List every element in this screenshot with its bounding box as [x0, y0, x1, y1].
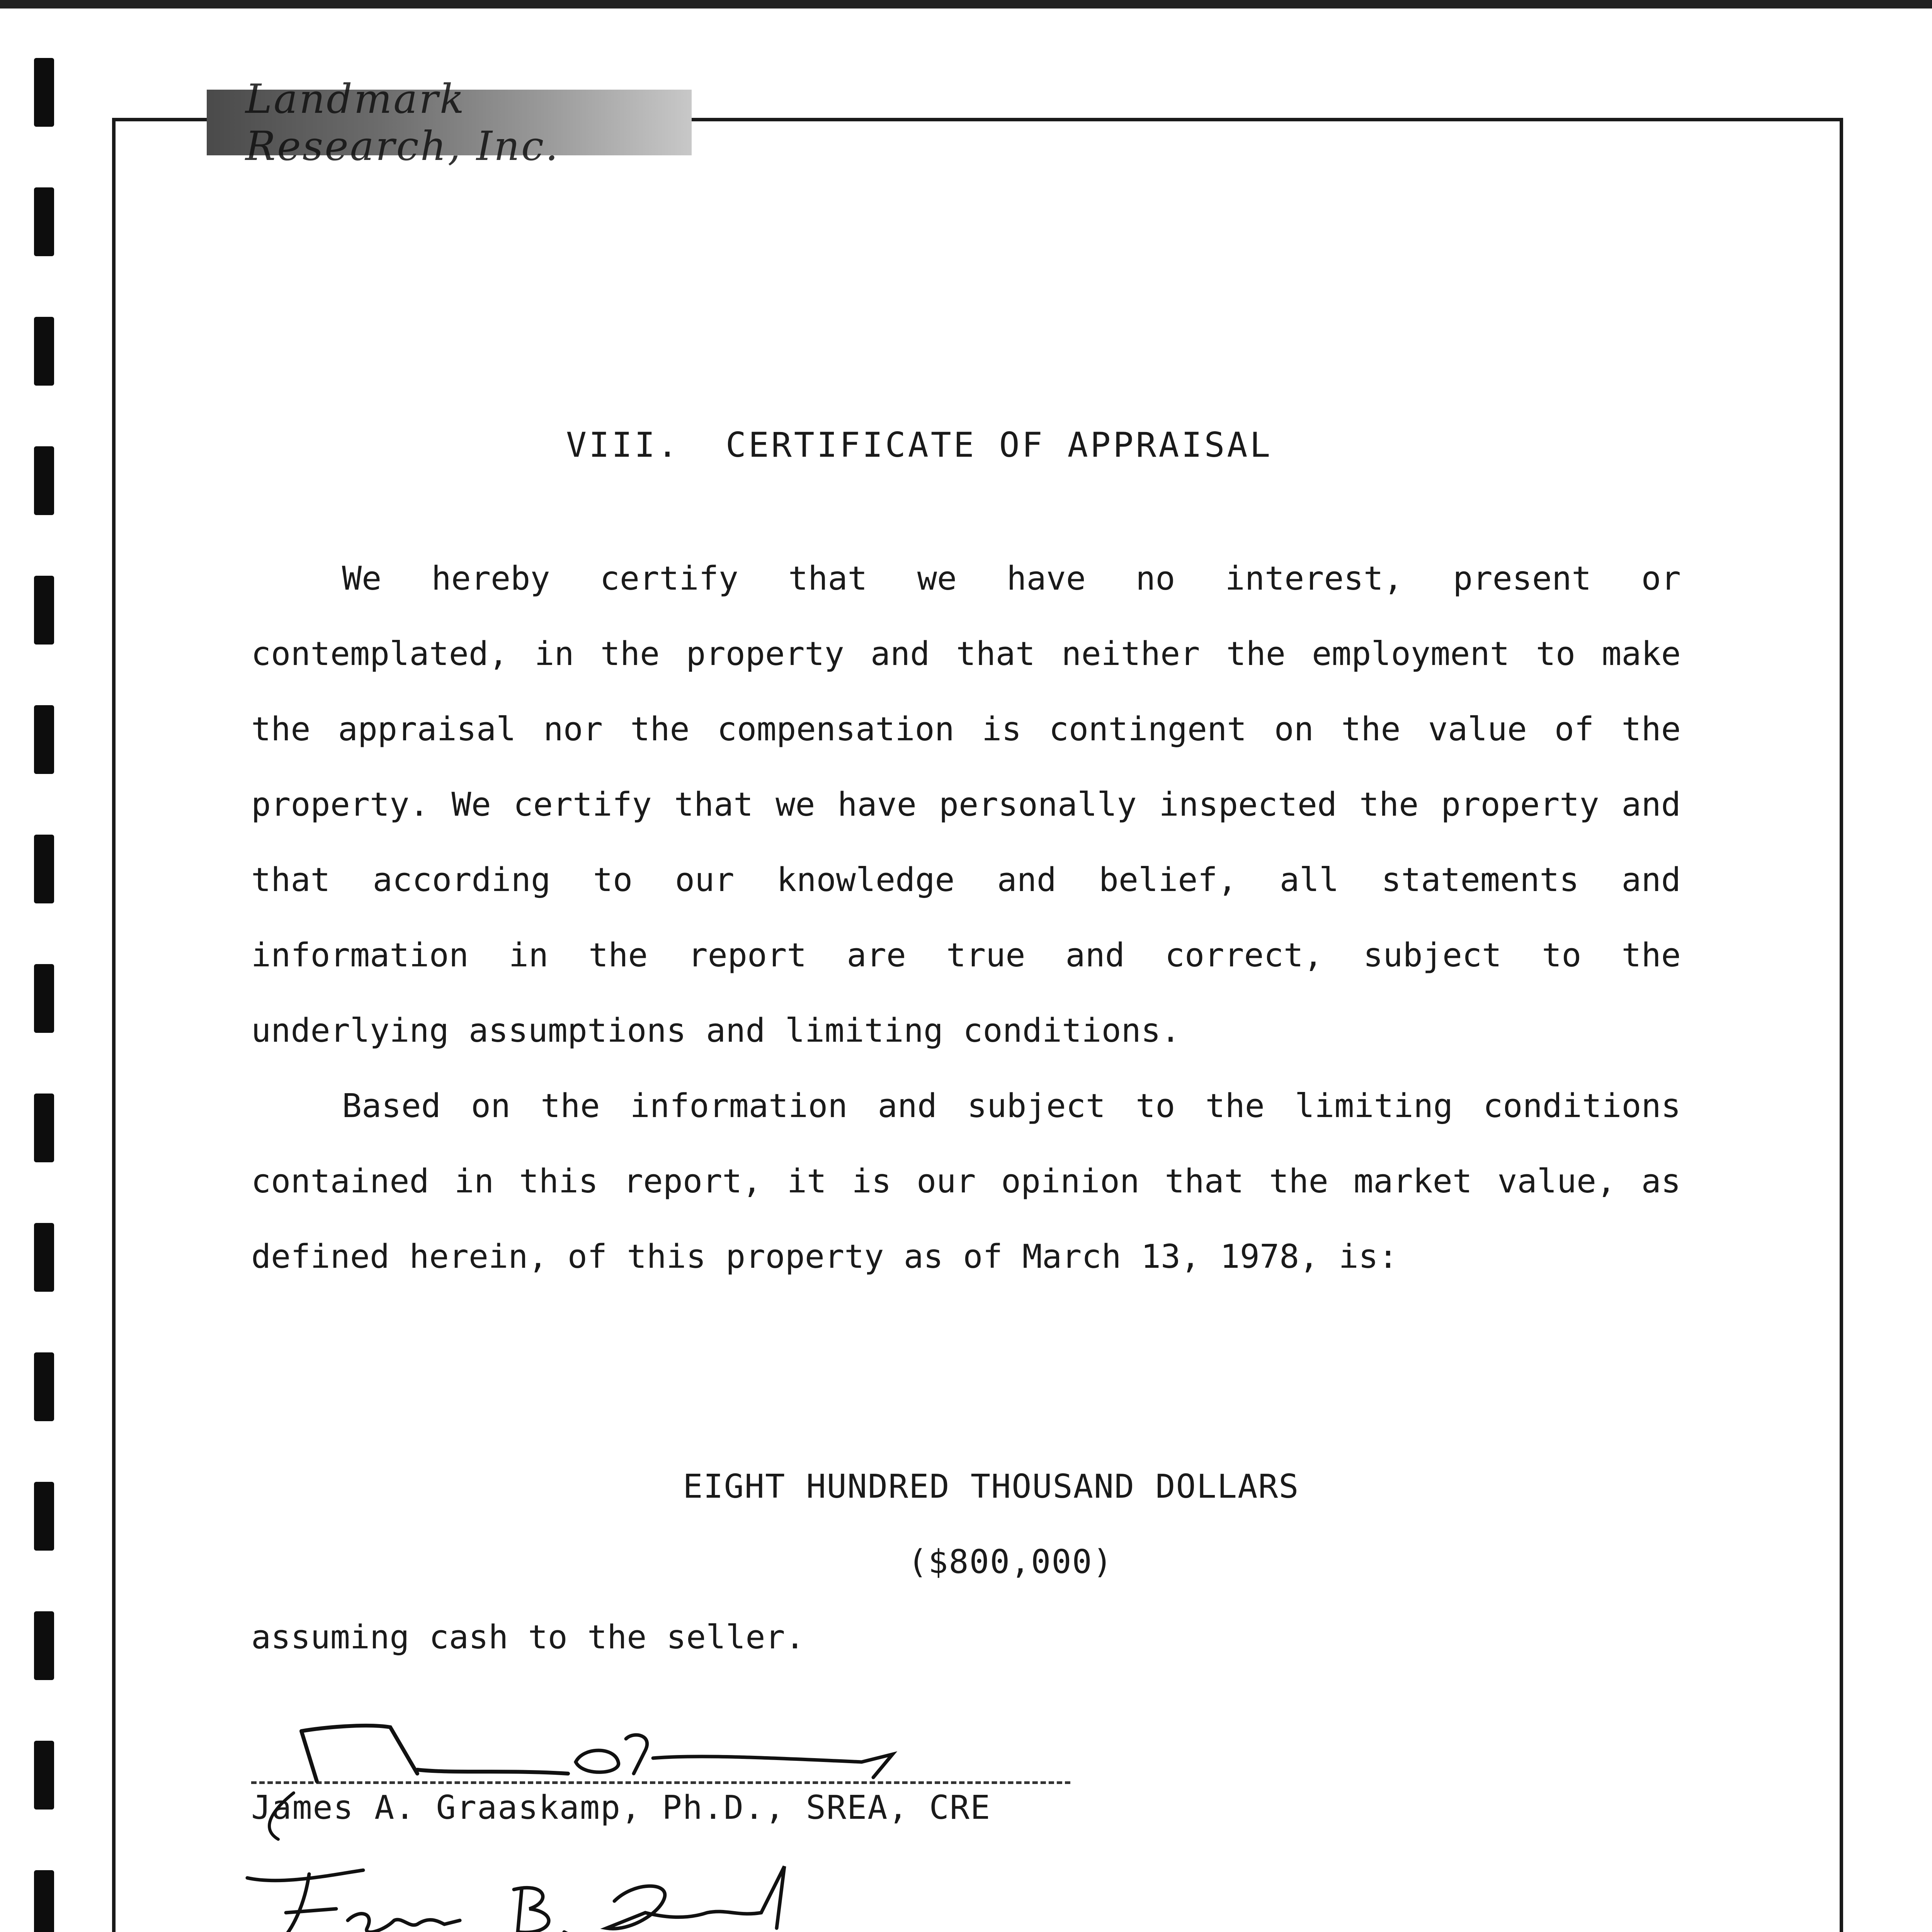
binding-hole — [34, 1870, 54, 1932]
handwritten-signature-gurd — [236, 1859, 1086, 1932]
binding-hole — [34, 1094, 54, 1162]
appraised-value-words: EIGHT HUNDRED THOUSAND DOLLARS — [683, 1468, 1299, 1506]
binding-holes — [34, 58, 57, 1932]
appraised-value-figure: ($800,000) — [908, 1543, 1113, 1581]
section-heading: VIII. CERTIFICATE OF APPRAISAL — [566, 425, 1273, 465]
signature-block-gurd — [251, 1886, 1070, 1932]
handwritten-signature-graaskamp — [236, 1716, 1086, 1839]
company-logo-text: Landmark Research, Inc. — [245, 75, 560, 170]
binding-hole — [34, 58, 54, 127]
binding-hole — [34, 576, 54, 645]
signer-caption-graaskamp: James A. Graaskamp, Ph.D., SREA, CRE — [251, 1789, 991, 1827]
binding-hole — [34, 317, 54, 386]
appraised-value-block — [251, 1449, 1681, 1675]
binding-hole — [34, 187, 54, 256]
signature-line — [251, 1731, 1070, 1784]
value-condition-note: assuming cash to the seller. — [251, 1618, 805, 1656]
binding-hole — [34, 446, 54, 515]
binding-hole — [34, 964, 54, 1033]
binding-hole — [34, 1741, 54, 1810]
binding-hole — [34, 705, 54, 774]
binding-hole — [34, 1611, 54, 1680]
certification-text — [251, 541, 1681, 1294]
certification-paragraph: We hereby certify that we have no interest, present or contemplated, in the property and that neither the employment to make the appraisal nor the compensation is contingent on the value of the property. We certify that we have personally inspected the property and that according to our knowledge and belief, all statements and information in the report are true and correct, subject to the underlying assumptions and limiting conditions. — [251, 560, 1681, 1050]
signature-block-graaskamp — [251, 1731, 1070, 1827]
company-logo — [207, 75, 692, 170]
page-top-edge — [0, 0, 1932, 9]
binding-hole — [34, 1223, 54, 1292]
binding-hole — [34, 1352, 54, 1421]
binding-hole — [34, 1482, 54, 1551]
binding-hole — [34, 835, 54, 903]
opinion-paragraph: Based on the information and subject to the limiting conditions contained in this report, it is our opinion that the market value, as defined herein, of this property as of March 13, 1978, is: — [251, 1087, 1681, 1276]
signature-line — [251, 1886, 1070, 1932]
